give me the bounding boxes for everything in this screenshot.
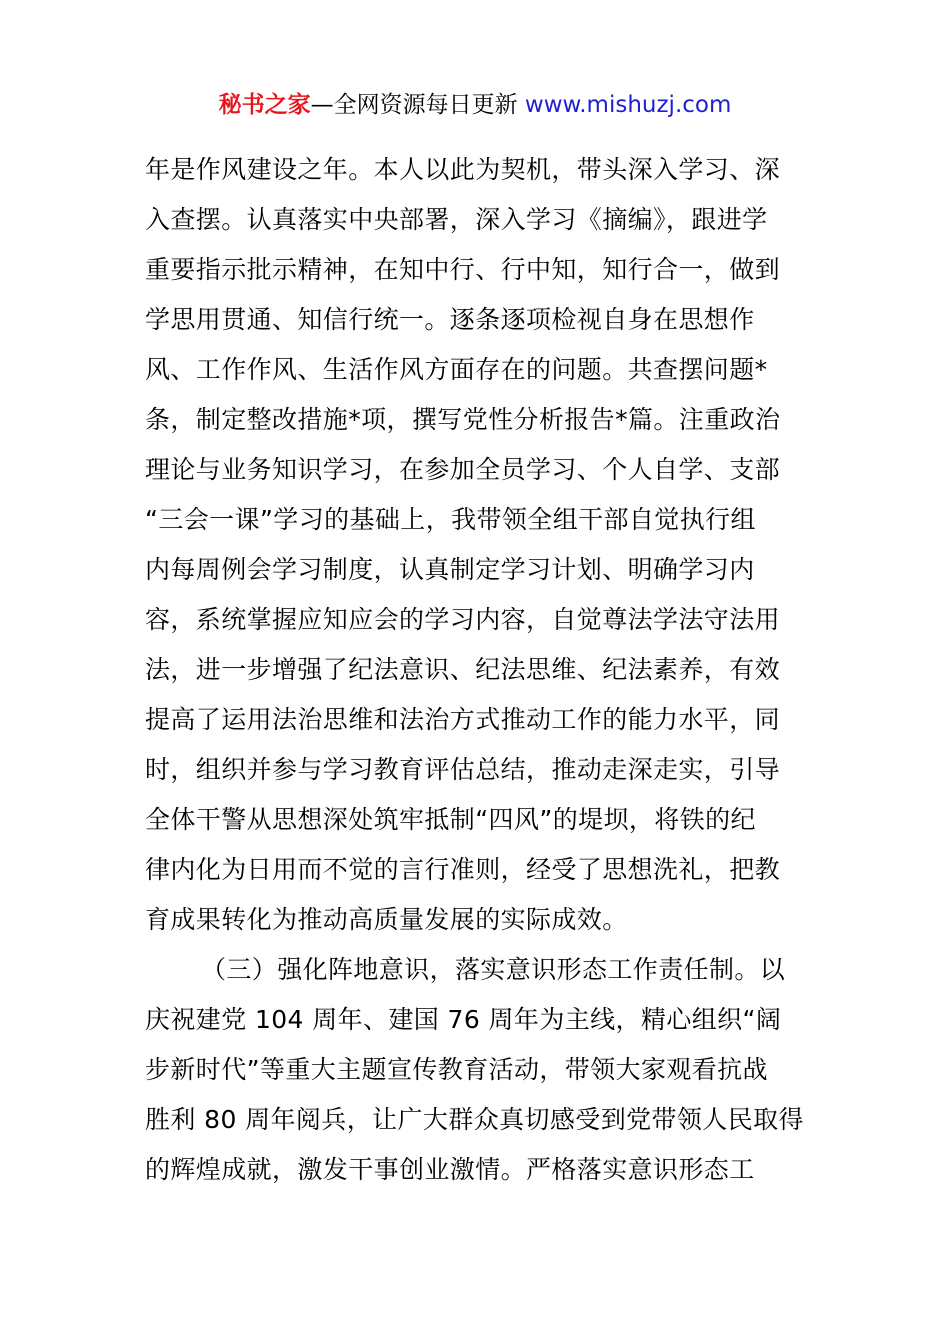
header-tagline: —全网资源每日更新 bbox=[310, 92, 525, 118]
text-line: 理论与业务知识学习，在参加全员学习、个人自学、支部 bbox=[145, 455, 781, 484]
text-line: 步新时代”等重大主题宣传教育活动，带领大家观看抗战 bbox=[145, 1055, 768, 1084]
text-line: “三会一课”学习的基础上，我带领全组干部自觉执行组 bbox=[145, 505, 756, 534]
text-line: 风、工作作风、生活作风方面存在的问题。共查摆问题* bbox=[145, 355, 768, 384]
text-line: 育成果转化为推动高质量发展的实际成效。 bbox=[145, 905, 628, 934]
text-line: 法，进一步增强了纪法意识、纪法思维、纪法素养，有效 bbox=[145, 655, 781, 684]
document-body bbox=[145, 145, 810, 1195]
text-line: 容，系统掌握应知应会的学习内容，自觉尊法学法守法用 bbox=[145, 605, 781, 634]
text-line: 全体干警从思想深处筑牢抵制“四风”的堤坝，将铁的纪 bbox=[145, 805, 756, 834]
text-line: 重要指示批示精神，在知中行、行中知，知行合一，做到 bbox=[145, 255, 781, 284]
section-heading-line: （三）强化阵地意识，落实意识形态工作责任制。以 bbox=[201, 955, 786, 984]
text-line: 时，组织并参与学习教育评估总结，推动走深走实，引导 bbox=[145, 755, 781, 784]
site-url[interactable]: www.mishuzj.com bbox=[524, 92, 732, 118]
page-header bbox=[0, 88, 950, 122]
text-line: 律内化为日用而不觉的言行准则，经受了思想洗礼，把教 bbox=[145, 855, 781, 884]
text-line: 提高了运用法治思维和法治方式推动工作的能力水平，同 bbox=[145, 705, 781, 734]
text-line: 学思用贯通、知信行统一。逐条逐项检视自身在思想作 bbox=[145, 305, 755, 334]
brand-name: 秘书之家 bbox=[218, 92, 311, 118]
text-line: 内每周例会学习制度，认真制定学习计划、明确学习内 bbox=[145, 555, 755, 584]
text-line: 胜利 80 周年阅兵，让广大群众真切感受到党带领人民取得 bbox=[145, 1105, 804, 1134]
text-line: 条，制定整改措施*项，撰写党性分析报告*篇。注重政治 bbox=[145, 405, 781, 434]
text-line: 庆祝建党 104 周年、建国 76 周年为主线，精心组织“阔 bbox=[145, 1005, 782, 1034]
text-line: 年是作风建设之年。本人以此为契机，带头深入学习、深 bbox=[145, 155, 781, 184]
text-line: 的辉煌成就，激发干事创业激情。严格落实意识形态工 bbox=[145, 1155, 755, 1184]
text-line: 入查摆。认真落实中央部署，深入学习《摘编》，跟进学 bbox=[145, 205, 768, 234]
